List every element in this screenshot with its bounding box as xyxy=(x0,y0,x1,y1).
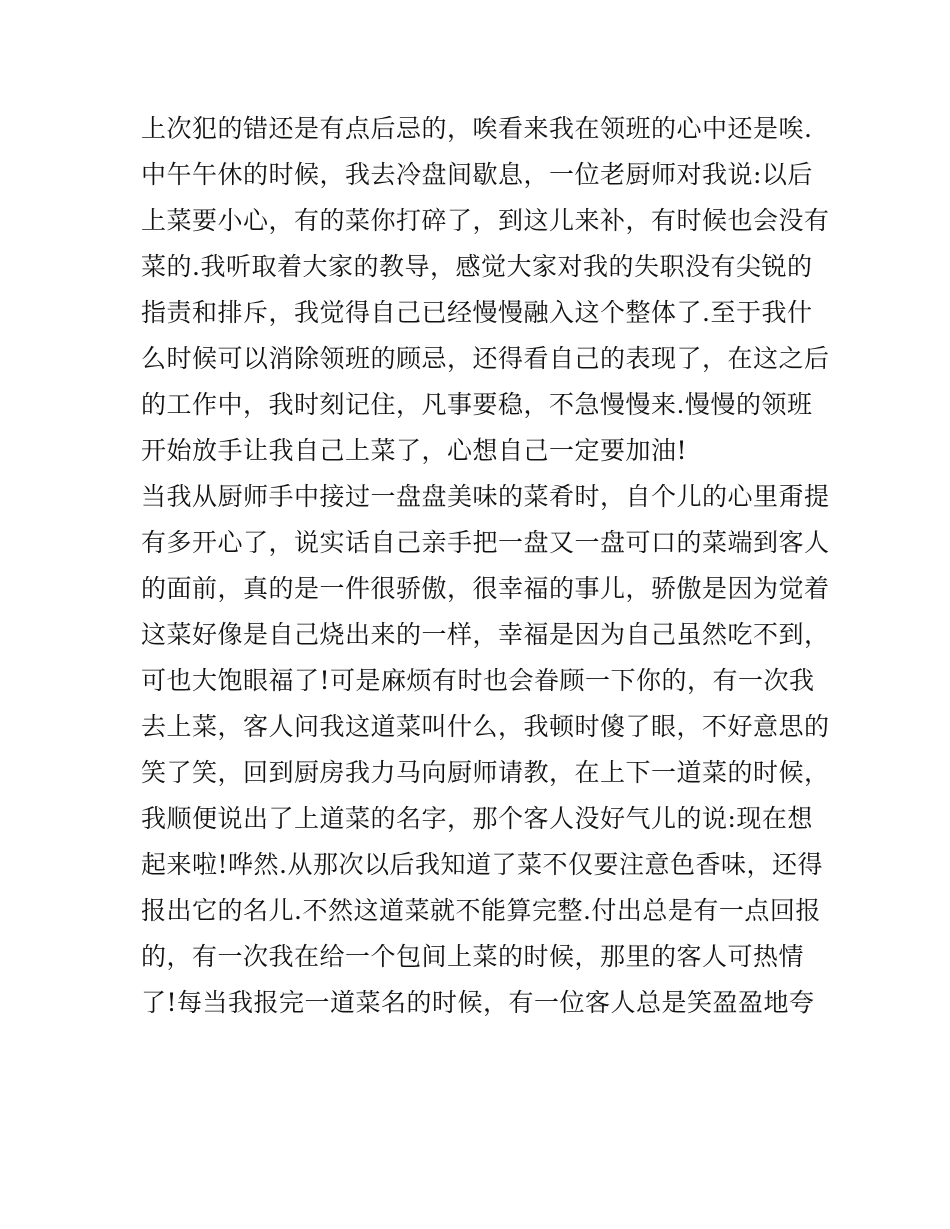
text-line: 了!每当我报完一道菜名的时候，有一位客人总是笑盈盈地夸 xyxy=(141,988,815,1017)
text-line: 我顺便说出了上道菜的名字，那个客人没好气儿的说:现在想 xyxy=(141,804,813,833)
text-line: 当我从厨师手中接过一盘盘美味的菜肴时，自个儿的心里甭提 xyxy=(141,482,830,511)
text-line: 上次犯的错还是有点后忌的，唉看来我在领班的心中还是唉. xyxy=(141,114,813,143)
text-line: 有多开心了，说实话自己亲手把一盘又一盘可口的菜端到客人 xyxy=(141,528,830,557)
text-line: 开始放手让我自己上菜了，心想自己一定要加油! xyxy=(141,436,688,465)
text-line: 指责和排斥，我觉得自己已经慢慢融入这个整体了.至于我什 xyxy=(141,298,813,327)
text-line: 的面前，真的是一件很骄傲，很幸福的事儿，骄傲是因为觉着 xyxy=(141,574,830,603)
text-line: 中午午休的时候，我去冷盘间歇息，一位老厨师对我说:以后 xyxy=(141,160,813,189)
text-line: 报出它的名儿.不然这道菜就不能算完整.付出总是有一点回报 xyxy=(141,896,821,925)
text-line: 上菜要小心，有的菜你打碎了，到这儿来补，有时候也会没有 xyxy=(141,206,830,235)
body-text xyxy=(141,106,831,1026)
text-line: 么时候可以消除领班的顾忌，还得看自己的表现了，在这之后 xyxy=(141,344,830,373)
text-line: 的，有一次我在给一个包间上菜的时候，那里的客人可热情 xyxy=(141,942,805,971)
text-line: 这菜好像是自己烧出来的一样，幸福是因为自己虽然吃不到， xyxy=(141,620,830,649)
text-line: 菜的.我听取着大家的教导，感觉大家对我的失职没有尖锐的 xyxy=(141,252,813,281)
text-line: 可也大饱眼福了!可是麻烦有时也会眷顾一下你的，有一次我 xyxy=(141,666,815,695)
text-line: 去上菜，客人问我这道菜叫什么，我顿时傻了眼，不好意思的 xyxy=(141,712,830,741)
text-line: 笑了笑，回到厨房我力马向厨师请教，在上下一道菜的时候， xyxy=(141,758,830,787)
text-line: 起来啦!哗然.从那次以后我知道了菜不仅要注意色香味，还得 xyxy=(141,850,823,879)
text-line: 的工作中，我时刻记住，凡事要稳，不急慢慢来.慢慢的领班 xyxy=(141,390,813,419)
